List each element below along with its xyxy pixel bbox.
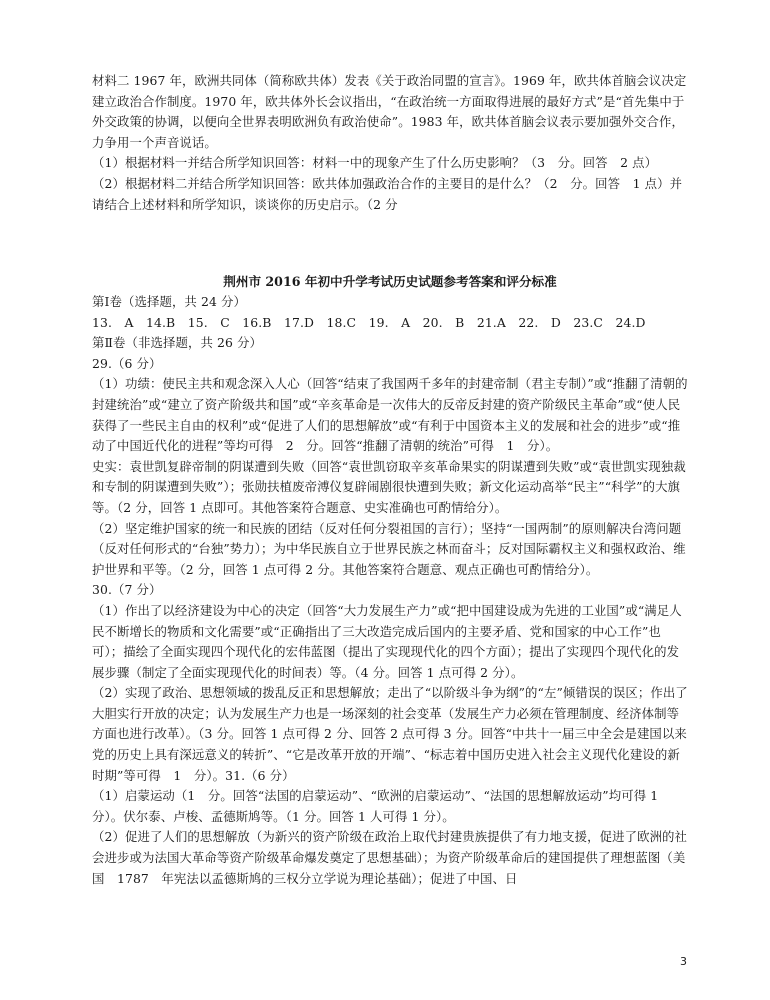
q29-shishi: 史实：袁世凯复辟帝制的阴谋遭到失败（回答“袁世凯窃取辛亥革命果实的阴谋遭到失败”或“袁世凯实现独裁和专制的阴谋遭到失败”）；张勋扶植废帝溥仪复辟闹剧很快遭到失败；新文化运动高举“民主”“科学”的大旗等。（2 分，回答 1 点即可。其他答案符合题意、史实准确也可酌情给分）。 <box>92 458 686 515</box>
question-2: （2）根据材料二并结合所学知识回答：欧共体加强政治合作的主要目的是什么？（2 分。回答 1 点）并请结合上述材料和所学知识，谈谈你的历史启示。（2 分 <box>92 175 683 212</box>
q30-header: 30.（7 分） <box>92 582 162 598</box>
page-number: 3 <box>680 955 687 968</box>
question-1: （1）根据材料一并结合所学知识回答：材料一中的现象产生了什么历史影响？（3 分。回答 2 点） <box>92 155 658 171</box>
q29-part1: （1）功绩：使民主共和观念深入人心（回答“结束了我国两千多年的封建帝制（君主专制）”或“推翻了清朝的封建统治”或“建立了资产阶级共和国”或“辛亥革命是一次伟大的反帝反封建的资产阶级民主革命”或“使人民获得了一些民主自由的权利”或“促进了人们的思想解放”或“有利于中国资本主义的发展和社会的进步”或“推动了中国近代化的进程”等均可得 2 分。回答“推翻了清朝的统治”可得 1 分）。 <box>92 376 688 454</box>
q30-part2: （2）实现了政治、思想领域的拨乱反正和思想解放；走出了“以阶级斗争为纲”的“左”倾错误的误区；作出了大胆实行开放的决定；认为发展生产力也是一场深刻的社会变革（发展生产力必须在管理制度、经济体制等方面也进行改革）。（3 分。回答 1 点可得 2 分、回答 2 点可得 3 分。回答“中共十一届三中全会是建国以来党的历史上具有深远意义的转折”、“它是改革开放的开端”、“标志着中国历史进入社会主义现代化建设的新时期”等可得 1 分）。31.（6 分） <box>92 685 688 783</box>
q29-part2: （2）坚定维护国家的统一和民族的团结（反对任何分裂祖国的言行）；坚持“一国两制”的原则解决台湾问题（反对任何形式的“台独”势力）；为中华民族自立于世界民族之林而奋斗；反对国际霸权主义和强权政治、维护世界和平等。（2 分，回答 1 点可得 2 分。其他答案符合题意、观点正确也可酌情给分）。 <box>92 520 686 577</box>
q31-part1: （1）启蒙运动（1 分。回答“法国的启蒙运动”、“欧洲的启蒙运动”、“法国的思想解放运动”均可得 1 分）。伏尔泰、卢梭、孟德斯鸠等。（1 分。回答 1 人可得 1 分）。 <box>92 788 659 824</box>
answer-key-title: 荆州市 2016 年初中升学考试历史试题参考答案和评分标准 <box>223 274 557 289</box>
answer-key-section <box>92 292 688 889</box>
q30-part1: （1）作出了以经济建设为中心的决定（回答“大力发展生产力”或“把中国建设成为先进的工业国”或“满足人民不断增长的物质和文化需要”或“正确指出了三大改造完成后国内的主要矛盾、党和国家的中心工作”也可）；描绘了全面实现四个现代化的宏伟蓝图（提出了实现现代化的四个方面）；提出了实现四个现代化的发展步骤（制定了全面实现现代化的时间表）等。（4 分。回答 1 点可得 2 分）。 <box>92 602 682 680</box>
q29-header: 29.（6 分） <box>92 355 162 371</box>
q31-part2: （2）促进了人们的思想解放（为新兴的资产阶级在政治上取代封建贵族提供了有力地支援，促进了欧洲的社会进步或为法国大革命等资产阶级革命爆发奠定了思想基础）；为资产阶级革命后的建国提供了理想蓝图（美国 1787 年宪法以孟德斯鸠的三权分立学说为理论基础）；促进了中国、日 <box>92 829 688 886</box>
part2-header: 第Ⅱ卷（非选择题，共 26 分） <box>92 335 262 351</box>
material-two-paragraph: 材料二 1967 年，欧洲共同体（简称欧共体）发表《关于政治同盟的宣言》。1969 年，欧共体首脑会议决定建立政治合作制度。1970 年，欧共体外长会议指出，“在政治统一方面取得进展的最好方式”是“首先集中于外交政策的协调，以便向全世界表明欧洲负有政治使命”。1983 年，欧共体首脑会议表示要加强外交合作，力争用一个声音说话。 <box>92 73 687 150</box>
material-two-section <box>92 71 688 215</box>
part1-answers: 13. A 14.B 15. C 16.B 17.D 18.C 19. A 20. B 21.A 22. D 23.C 24.D <box>92 314 646 330</box>
part1-header: 第Ⅰ卷（选择题，共 24 分） <box>92 294 246 309</box>
